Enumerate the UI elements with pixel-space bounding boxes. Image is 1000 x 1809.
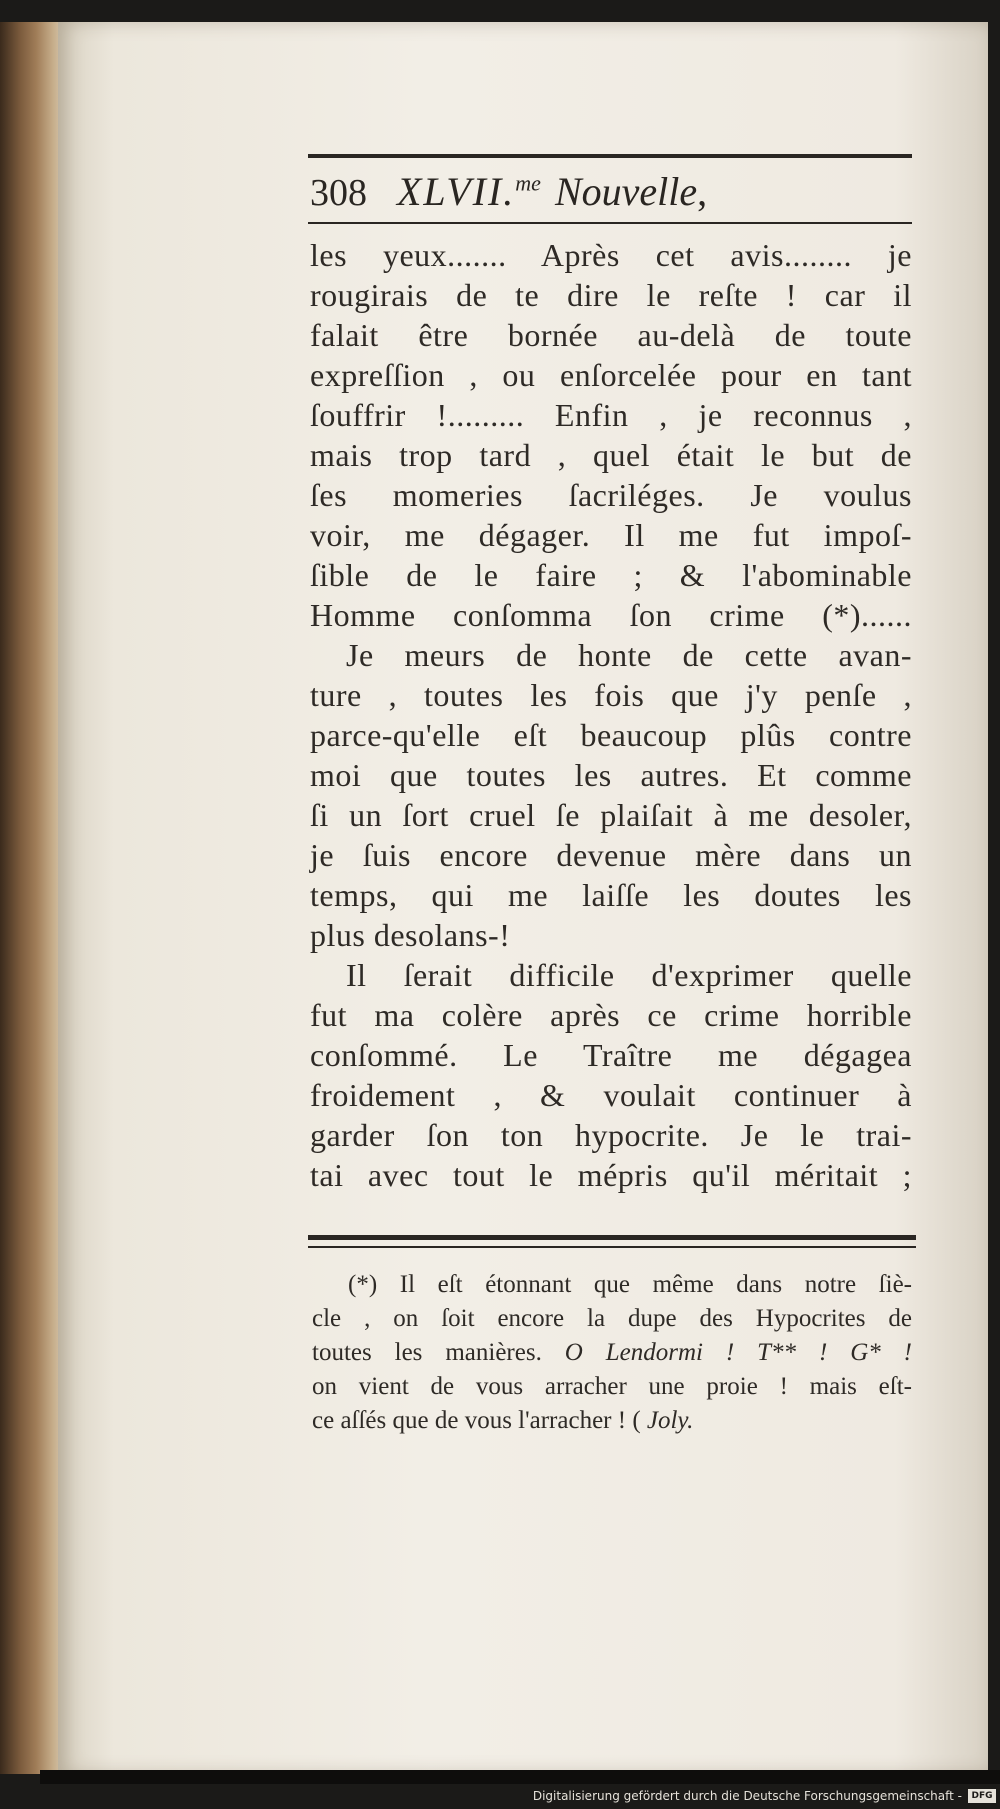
chapter-superscript: me: [515, 170, 541, 196]
text-line: tai avec tout le mépris qu'il méritait ;: [310, 1157, 912, 1193]
text-line: mais trop tard , quel était le but de: [310, 437, 912, 473]
text-line: plus desolans-!: [310, 917, 511, 953]
text-line: conſommé. Le Traître me dégagea: [310, 1037, 912, 1073]
text-line: temps, qui me laiſſe les doutes les: [310, 877, 912, 913]
chapter-number: [397, 168, 541, 215]
text-line: je ſuis encore devenue mère dans un: [310, 837, 912, 873]
text-line: ture , toutes les fois que j'y penſe ,: [310, 677, 912, 713]
book-edge: [0, 22, 66, 1774]
text-line: Homme conſomma ſon crime (*)......: [310, 597, 912, 633]
text-line: Il ſerait difficile d'exprimer quelle: [346, 957, 912, 993]
text-line: falait être bornée au-delà de toute: [310, 317, 912, 353]
header-rule-top: [308, 154, 912, 158]
footnote: [312, 1268, 912, 1438]
text-line: les yeux....... Après cet avis........ je: [310, 237, 912, 273]
digitization-credit: [533, 1786, 996, 1806]
running-title: Nouvelle: [554, 169, 698, 214]
running-head: [310, 168, 910, 218]
footnote-apostrophe: O Lendormi ! T** ! G* !: [564, 1339, 912, 1366]
footnote-text: ce aſſés que de vous l'arracher ! (: [312, 1407, 647, 1434]
footnote-text: toutes les manières.: [312, 1339, 565, 1366]
text-line: expreſſion , ou enſorcelée pour en tant: [310, 357, 912, 393]
text-line: ſes momeries ſacriléges. Je voulus: [310, 477, 912, 513]
header-rule-bottom: [308, 222, 912, 224]
footnote-line: cle , on ſoit encore la dupe des Hypocrites de: [312, 1305, 912, 1332]
chapter-numeral: XLVII.: [397, 169, 516, 214]
text-line: ſi un ſort cruel ſe plaiſait à me desoler,: [310, 797, 912, 833]
title-punctuation: ,: [697, 169, 708, 214]
text-line: Je meurs de honte de cette avan-: [346, 637, 912, 673]
text-line: froidement , & voulait continuer à: [310, 1077, 912, 1113]
text-line: rougirais de te dire le reſte ! car il: [310, 277, 912, 313]
text-line: parce-qu'elle eſt beaucoup plûs contre: [310, 717, 912, 753]
text-line: voir, me dégager. Il me fut impoſ-: [310, 517, 912, 553]
footnote-line: on vient de vous arracher une proie ! mais eſt-: [312, 1373, 912, 1400]
text-line: garder ſon ton hypocrite. Je le trai-: [310, 1117, 912, 1153]
footnote-line: [312, 1336, 912, 1370]
footnote-rule-thin: [308, 1246, 916, 1248]
footnote-line: [312, 1404, 912, 1438]
footnote-rule-thick: [308, 1235, 916, 1240]
footnote-line: (*) Il eſt étonnant que même dans notre ſiè-: [348, 1271, 912, 1298]
footnote-signature: Joly.: [646, 1407, 694, 1434]
text-line: ſouffrir !......... Enfin , je reconnus ,: [310, 397, 912, 433]
text-line: fut ma colère après ce crime horrible: [310, 997, 912, 1033]
page-number: 308: [310, 172, 367, 214]
text-line: moi que toutes les autres. Et comme: [310, 757, 912, 793]
credit-text: Digitalisierung gefördert durch die Deutsche Forschungsgemeinschaft -: [532, 1789, 962, 1803]
text-line: ſible de le faire ; & l'abominable: [310, 557, 912, 593]
dfg-logo: DFG: [968, 1789, 996, 1803]
body-text: [310, 235, 912, 1195]
bottom-shadow: [40, 1770, 1000, 1784]
